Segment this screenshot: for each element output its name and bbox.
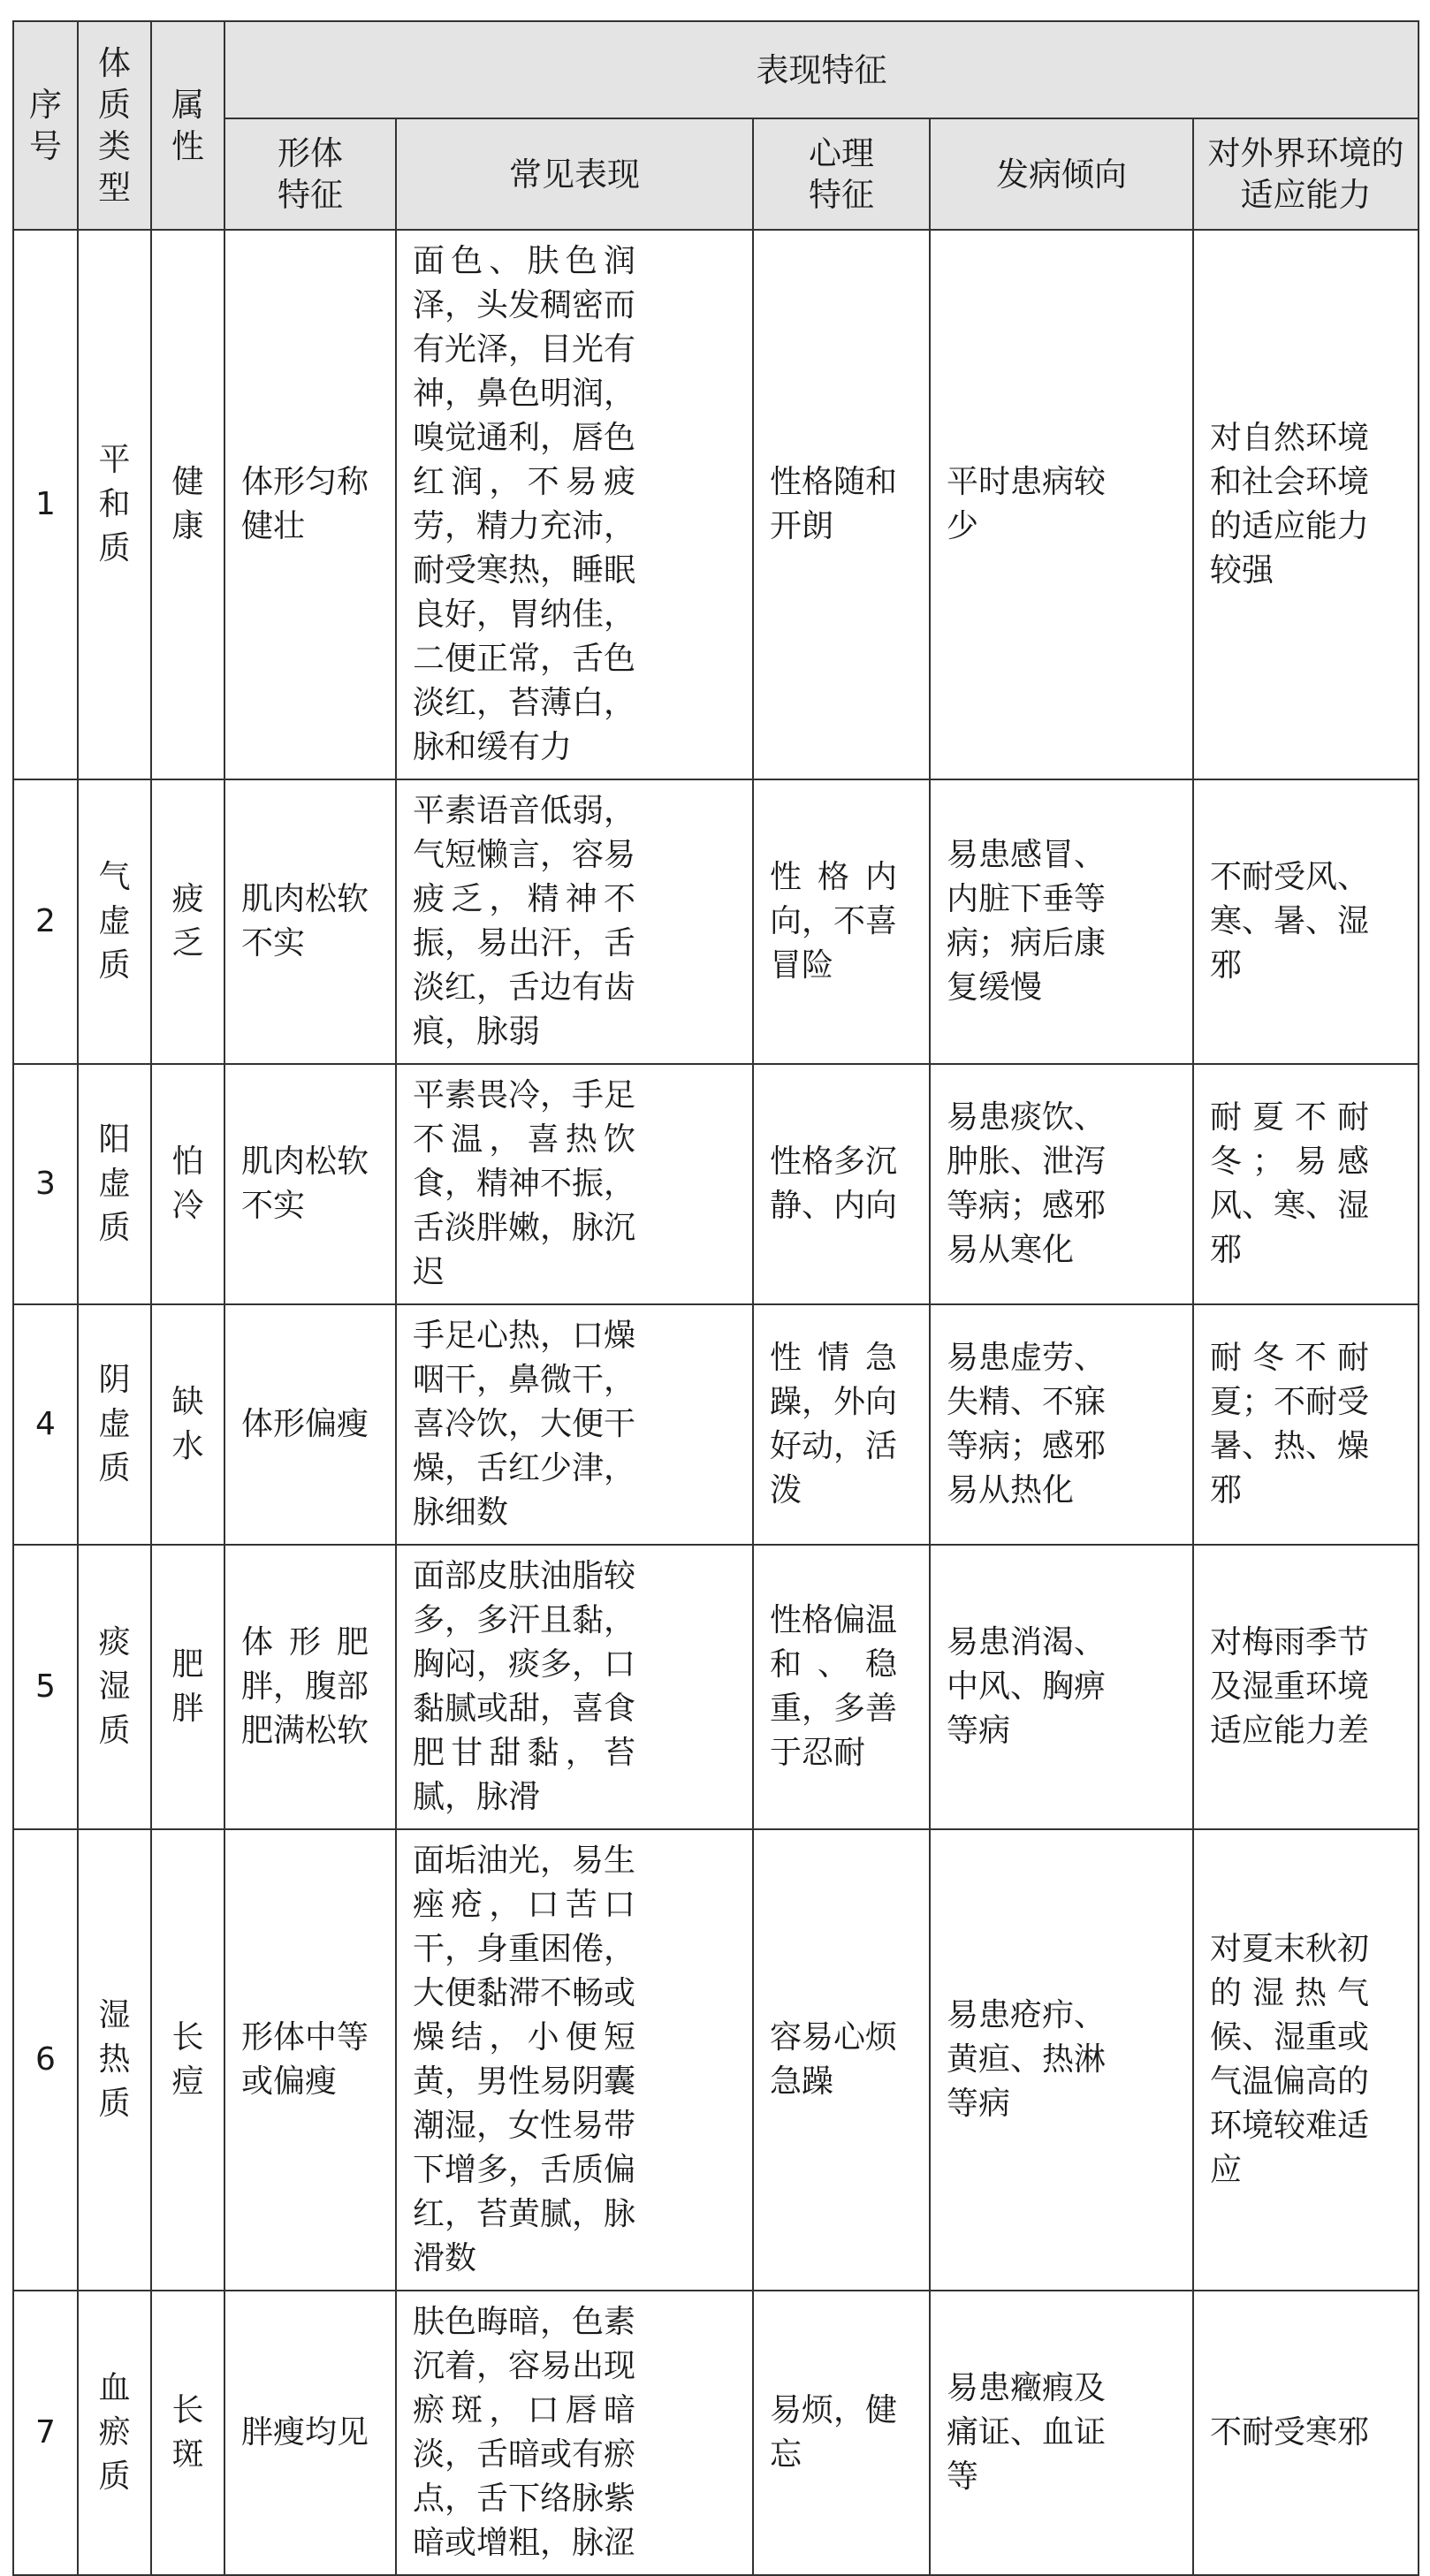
row-type: 痰湿质 xyxy=(78,1545,151,1829)
table-row xyxy=(13,1829,1419,2291)
row-disease: 易患痰饮、肿胀、泄泻等病；感邪易从寒化 xyxy=(930,1064,1193,1304)
row-psych: 容易心烦急躁 xyxy=(753,1829,930,2291)
row-psych: 易烦，健忘 xyxy=(753,2291,930,2575)
row-number: 7 xyxy=(13,2291,78,2575)
row-type: 湿热质 xyxy=(78,1829,151,2291)
row-adapt: 耐冬不耐夏；不耐受暑、热、燥邪 xyxy=(1193,1304,1419,1545)
header-disease: 发病倾向 xyxy=(930,118,1193,230)
row-disease: 易患消渴、中风、胸痹等病 xyxy=(930,1545,1193,1829)
header-common: 常见表现 xyxy=(396,118,753,230)
row-attr: 怕冷 xyxy=(151,1064,224,1304)
table-row xyxy=(13,2291,1419,2575)
row-shape: 肌肉松软不实 xyxy=(224,779,396,1064)
row-psych: 性格偏温和、稳重，多善于忍耐 xyxy=(753,1545,930,1829)
row-shape: 体形偏瘦 xyxy=(224,1304,396,1545)
row-type: 平和质 xyxy=(78,230,151,779)
row-type: 气虚质 xyxy=(78,779,151,1064)
row-attr: 肥胖 xyxy=(151,1545,224,1829)
row-adapt: 对梅雨季节及湿重环境适应能力差 xyxy=(1193,1545,1419,1829)
header-seq: 序号 xyxy=(13,21,78,230)
row-disease: 易患虚劳、失精、不寐等病；感邪易从热化 xyxy=(930,1304,1193,1545)
row-number: 4 xyxy=(13,1304,78,1545)
row-type: 血瘀质 xyxy=(78,2291,151,2575)
table-row xyxy=(13,1304,1419,1545)
row-number: 1 xyxy=(13,230,78,779)
header-group: 表现特征 xyxy=(224,21,1419,118)
row-adapt: 不耐受寒邪 xyxy=(1193,2291,1419,2575)
row-common: 平素语音低弱，气短懒言，容易疲乏，精神不振，易出汗，舌淡红，舌边有齿痕，脉弱 xyxy=(396,779,753,1064)
table-row xyxy=(13,230,1419,779)
row-adapt: 耐夏不耐冬；易感风、寒、湿邪 xyxy=(1193,1064,1419,1304)
header-shape: 形体特征 xyxy=(224,118,396,230)
row-attr: 长痘 xyxy=(151,1829,224,2291)
row-common: 面部皮肤油脂较多，多汗且黏，胸闷，痰多，口黏腻或甜，喜食肥甘甜黏，苔腻，脉滑 xyxy=(396,1545,753,1829)
row-type: 阳虚质 xyxy=(78,1064,151,1304)
row-attr: 缺水 xyxy=(151,1304,224,1545)
row-number: 6 xyxy=(13,1829,78,2291)
row-psych: 性情急躁，外向好动，活泼 xyxy=(753,1304,930,1545)
row-common: 肤色晦暗，色素沉着，容易出现瘀斑，口唇暗淡，舌暗或有瘀点，舌下络脉紫暗或增粗，脉涩 xyxy=(396,2291,753,2575)
constitution-table xyxy=(12,20,1419,2576)
row-psych: 性格内向，不喜冒险 xyxy=(753,779,930,1064)
row-adapt: 不耐受风、寒、暑、湿邪 xyxy=(1193,779,1419,1064)
row-disease: 平时患病较少 xyxy=(930,230,1193,779)
row-shape: 胖瘦均见 xyxy=(224,2291,396,2575)
table-row xyxy=(13,1064,1419,1304)
header-adapt: 对外界环境的适应能力 xyxy=(1193,118,1419,230)
header-psych: 心理特征 xyxy=(753,118,930,230)
row-adapt: 对夏末秋初的湿热气候、湿重或气温偏高的环境较难适应 xyxy=(1193,1829,1419,2291)
row-attr: 疲乏 xyxy=(151,779,224,1064)
row-psych: 性格随和开朗 xyxy=(753,230,930,779)
row-psych: 性格多沉静、内向 xyxy=(753,1064,930,1304)
row-attr: 健康 xyxy=(151,230,224,779)
row-attr: 长斑 xyxy=(151,2291,224,2575)
row-common: 面色、肤色润泽，头发稠密而有光泽，目光有神，鼻色明润，嗅觉通利，唇色红润，不易疲劳，精力充沛，耐受寒热，睡眠良好，胃纳佳，二便正常，舌色淡红，苔薄白，脉和缓有力 xyxy=(396,230,753,779)
row-number: 2 xyxy=(13,779,78,1064)
row-shape: 体形肥胖，腹部肥满松软 xyxy=(224,1545,396,1829)
row-number: 5 xyxy=(13,1545,78,1829)
row-type: 阴虚质 xyxy=(78,1304,151,1545)
table-row xyxy=(13,1545,1419,1829)
row-shape: 肌肉松软不实 xyxy=(224,1064,396,1304)
row-shape: 形体中等或偏瘦 xyxy=(224,1829,396,2291)
row-shape: 体形匀称健壮 xyxy=(224,230,396,779)
row-adapt: 对自然环境和社会环境的适应能力较强 xyxy=(1193,230,1419,779)
row-common: 平素畏冷，手足不温，喜热饮食，精神不振，舌淡胖嫩，脉沉迟 xyxy=(396,1064,753,1304)
row-disease: 易患感冒、内脏下垂等病；病后康复缓慢 xyxy=(930,779,1193,1064)
row-common: 面垢油光，易生痤疮，口苦口干，身重困倦，大便黏滞不畅或燥结，小便短黄，男性易阴囊潮湿，女性易带下增多，舌质偏红，苔黄腻，脉滑数 xyxy=(396,1829,753,2291)
row-number: 3 xyxy=(13,1064,78,1304)
row-disease: 易患疮疖、黄疸、热淋等病 xyxy=(930,1829,1193,2291)
header-attr: 属性 xyxy=(151,21,224,230)
row-disease: 易患癥瘕及痛证、血证等 xyxy=(930,2291,1193,2575)
row-common: 手足心热，口燥咽干，鼻微干，喜冷饮，大便干燥，舌红少津，脉细数 xyxy=(396,1304,753,1545)
table-row xyxy=(13,779,1419,1064)
header-type: 体质类型 xyxy=(78,21,151,230)
